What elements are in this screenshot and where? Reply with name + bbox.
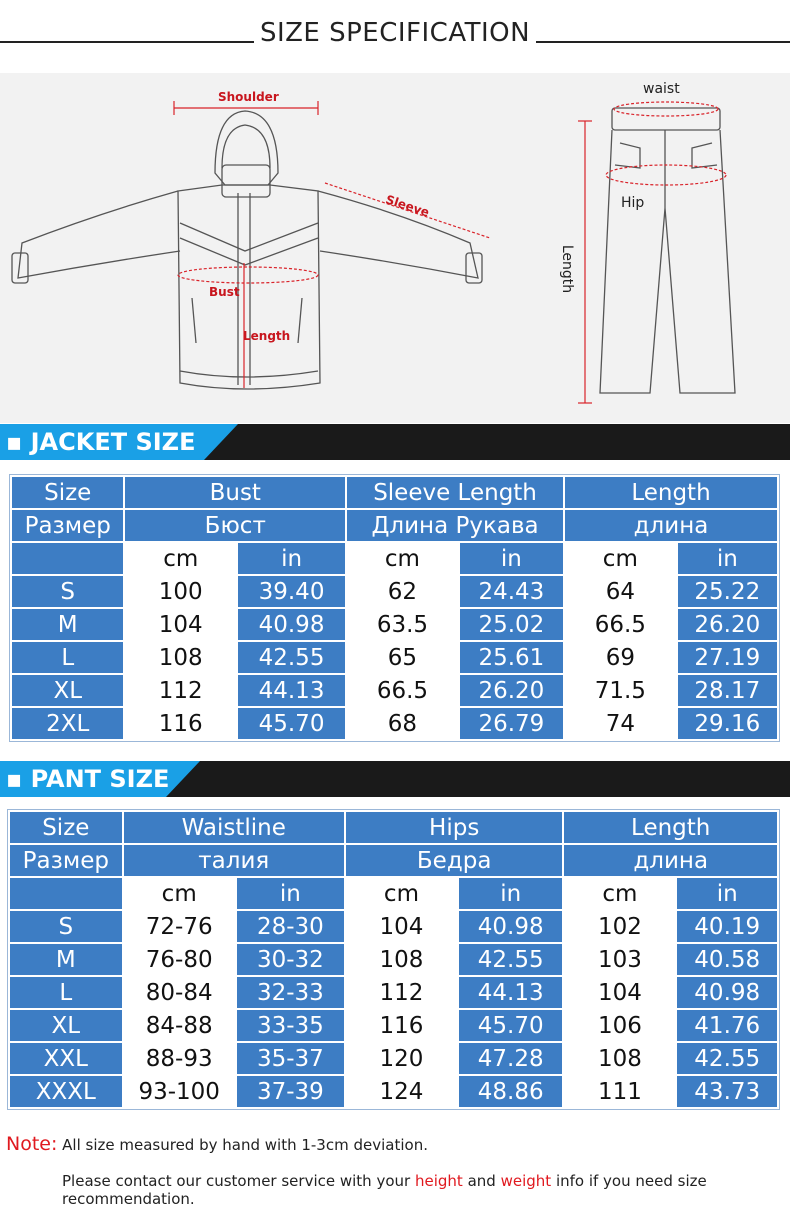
pant-row xyxy=(10,911,777,942)
jacket-value-cell: 100 xyxy=(125,576,236,607)
jacket-row xyxy=(12,642,777,673)
hip-label: Hip xyxy=(621,195,645,211)
pant-unit-cm: cm xyxy=(124,878,235,909)
pant-header-row-en xyxy=(10,812,777,843)
jacket-value-cell: 26.79 xyxy=(460,708,563,739)
jacket-value-cell: 63.5 xyxy=(347,609,458,640)
jacket-row xyxy=(12,675,777,706)
jacket-col-size-ru: Размер xyxy=(12,510,123,541)
note-label: Note: xyxy=(6,1133,58,1155)
pant-size-cell: M xyxy=(10,944,122,975)
jacket-value-cell: 28.17 xyxy=(678,675,777,706)
jacket-value-cell: 25.02 xyxy=(460,609,563,640)
jacket-value-cell: 27.19 xyxy=(678,642,777,673)
pant-row xyxy=(10,1076,777,1107)
pant-unit-row xyxy=(10,878,777,909)
pant-value-cell: 106 xyxy=(564,1010,675,1041)
pant-col-waist-ru: талия xyxy=(124,845,344,876)
jacket-col-length-ru: длина xyxy=(565,510,777,541)
jacket-size-cell: 2XL xyxy=(12,708,123,739)
pant-value-cell: 40.58 xyxy=(677,944,777,975)
pant-measure-lines xyxy=(578,102,726,403)
bust-label: Bust xyxy=(209,285,240,299)
jacket-value-cell: 68 xyxy=(347,708,458,739)
pant-value-cell: 42.55 xyxy=(459,944,562,975)
jacket-row xyxy=(12,609,777,640)
jacket-value-cell: 74 xyxy=(565,708,676,739)
jacket-unit-cm: cm xyxy=(347,543,458,574)
jacket-value-cell: 40.98 xyxy=(238,609,345,640)
jacket-value-cell: 26.20 xyxy=(678,609,777,640)
pant-value-cell: 33-35 xyxy=(237,1010,344,1041)
sleeve-label: Sleeve xyxy=(383,192,432,220)
pant-unit-in: in xyxy=(677,878,777,909)
pant-row xyxy=(10,1010,777,1041)
note-recommend-text: info if you need size recommendation. xyxy=(62,1172,707,1208)
pant-size-cell: S xyxy=(10,911,122,942)
jacket-value-cell: 104 xyxy=(125,609,236,640)
page-title xyxy=(0,18,790,48)
pant-value-cell: 45.70 xyxy=(459,1010,562,1041)
pant-value-cell: 103 xyxy=(564,944,675,975)
pant-value-cell: 44.13 xyxy=(459,977,562,1008)
pant-size-cell: L xyxy=(10,977,122,1008)
jacket-unit-cm: cm xyxy=(565,543,676,574)
pant-size-cell: XL xyxy=(10,1010,122,1041)
pant-col-size-ru: Размер xyxy=(10,845,122,876)
pant-value-cell: 80-84 xyxy=(124,977,235,1008)
garment-illustration xyxy=(0,73,790,423)
pant-value-cell: 40.98 xyxy=(459,911,562,942)
pant-size-cell: XXL xyxy=(10,1043,122,1074)
jacket-unit-cm: cm xyxy=(125,543,236,574)
pant-value-cell: 35-37 xyxy=(237,1043,344,1074)
shoulder-label: Shoulder xyxy=(218,90,279,104)
jacket-header-row-ru xyxy=(12,510,777,541)
pant-row xyxy=(10,977,777,1008)
jacket-value-cell: 25.61 xyxy=(460,642,563,673)
jacket-value-cell: 116 xyxy=(125,708,236,739)
pant-value-cell: 124 xyxy=(346,1076,457,1107)
jacket-row xyxy=(12,576,777,607)
jacket-measure-lines xyxy=(174,101,490,388)
waist-label: waist xyxy=(643,81,680,97)
note-line-2 xyxy=(62,1172,790,1208)
jacket-value-cell: 62 xyxy=(347,576,458,607)
jacket-col-bust: Bust xyxy=(125,477,345,508)
pant-col-hips: Hips xyxy=(346,812,562,843)
pant-header-row-ru xyxy=(10,845,777,876)
jacket-value-cell: 42.55 xyxy=(238,642,345,673)
pant-unit-in: in xyxy=(237,878,344,909)
pant-col-length-ru: длина xyxy=(564,845,777,876)
page-title-text: SIZE SPECIFICATION xyxy=(254,18,536,48)
pant-value-cell: 32-33 xyxy=(237,977,344,1008)
pant-row xyxy=(10,944,777,975)
note-weight-word: weight xyxy=(500,1172,552,1190)
jacket-value-cell: 29.16 xyxy=(678,708,777,739)
jacket-size-cell: M xyxy=(12,609,123,640)
pant-value-cell: 30-32 xyxy=(237,944,344,975)
pant-value-cell: 40.98 xyxy=(677,977,777,1008)
pant-value-cell: 93-100 xyxy=(124,1076,235,1107)
jacket-value-cell: 64 xyxy=(565,576,676,607)
pant-value-cell: 84-88 xyxy=(124,1010,235,1041)
pant-value-cell: 42.55 xyxy=(677,1043,777,1074)
jacket-length-label: Length xyxy=(243,329,291,343)
pant-value-cell: 37-39 xyxy=(237,1076,344,1107)
pant-value-cell: 72-76 xyxy=(124,911,235,942)
pant-drawing xyxy=(600,108,735,393)
jacket-banner-title: ▪ JACKET SIZE xyxy=(6,428,196,456)
jacket-size-cell: XL xyxy=(12,675,123,706)
jacket-size-cell: L xyxy=(12,642,123,673)
note-deviation-text: All size measured by hand with 1-3cm deviation. xyxy=(62,1136,428,1154)
pant-col-size: Size xyxy=(10,812,122,843)
jacket-size-table xyxy=(9,474,780,742)
pant-size-cell: XXXL xyxy=(10,1076,122,1107)
pant-value-cell: 43.73 xyxy=(677,1076,777,1107)
jacket-value-cell: 39.40 xyxy=(238,576,345,607)
jacket-col-bust-ru: Бюст xyxy=(125,510,345,541)
pant-value-cell: 108 xyxy=(346,944,457,975)
pant-value-cell: 102 xyxy=(564,911,675,942)
note-and-word: and xyxy=(467,1172,496,1190)
pant-value-cell: 47.28 xyxy=(459,1043,562,1074)
pant-value-cell: 104 xyxy=(346,911,457,942)
jacket-value-cell: 66.5 xyxy=(565,609,676,640)
jacket-col-sleeve: Sleeve Length xyxy=(347,477,563,508)
pant-rows xyxy=(10,911,777,1107)
pant-size-banner xyxy=(0,761,790,797)
jacket-value-cell: 25.22 xyxy=(678,576,777,607)
pant-value-cell: 116 xyxy=(346,1010,457,1041)
note-height-word: height xyxy=(414,1172,463,1190)
size-diagram xyxy=(0,73,790,423)
jacket-col-sleeve-ru: Длина Рукава xyxy=(347,510,563,541)
pant-col-length: Length xyxy=(564,812,777,843)
jacket-value-cell: 66.5 xyxy=(347,675,458,706)
jacket-unit-in: in xyxy=(238,543,345,574)
note-line-1 xyxy=(6,1133,428,1155)
jacket-size-cell: S xyxy=(12,576,123,607)
jacket-value-cell: 112 xyxy=(125,675,236,706)
pant-value-cell: 111 xyxy=(564,1076,675,1107)
pant-unit-cm: cm xyxy=(564,878,675,909)
pant-col-hips-ru: Бедра xyxy=(346,845,562,876)
pant-unit-in: in xyxy=(459,878,562,909)
pant-value-cell: 28-30 xyxy=(237,911,344,942)
jacket-drawing xyxy=(12,111,482,389)
pant-value-cell: 88-93 xyxy=(124,1043,235,1074)
jacket-unit-in: in xyxy=(678,543,777,574)
jacket-value-cell: 71.5 xyxy=(565,675,676,706)
jacket-size-banner xyxy=(0,424,790,460)
jacket-value-cell: 65 xyxy=(347,642,458,673)
jacket-row xyxy=(12,708,777,739)
jacket-value-cell: 69 xyxy=(565,642,676,673)
jacket-unit-row xyxy=(12,543,777,574)
pant-banner-title: ▪ PANT SIZE xyxy=(6,765,170,793)
jacket-value-cell: 26.20 xyxy=(460,675,563,706)
pant-value-cell: 104 xyxy=(564,977,675,1008)
pant-unit-cm: cm xyxy=(346,878,457,909)
jacket-col-size: Size xyxy=(12,477,123,508)
jacket-value-cell: 108 xyxy=(125,642,236,673)
pant-col-waist: Waistline xyxy=(124,812,344,843)
pant-size-table xyxy=(7,809,780,1110)
pant-value-cell: 40.19 xyxy=(677,911,777,942)
pant-value-cell: 108 xyxy=(564,1043,675,1074)
note-contact-text: Please contact our customer service with your xyxy=(62,1172,411,1190)
pant-value-cell: 41.76 xyxy=(677,1010,777,1041)
pant-value-cell: 76-80 xyxy=(124,944,235,975)
jacket-value-cell: 24.43 xyxy=(460,576,563,607)
pant-value-cell: 48.86 xyxy=(459,1076,562,1107)
jacket-unit-blank xyxy=(12,543,123,574)
pant-row xyxy=(10,1043,777,1074)
jacket-unit-in: in xyxy=(460,543,563,574)
pant-value-cell: 120 xyxy=(346,1043,457,1074)
pant-value-cell: 112 xyxy=(346,977,457,1008)
jacket-col-length: Length xyxy=(565,477,777,508)
jacket-rows xyxy=(12,576,777,739)
jacket-value-cell: 45.70 xyxy=(238,708,345,739)
pant-length-label: Length xyxy=(559,244,576,294)
jacket-header-row-en xyxy=(12,477,777,508)
pant-unit-blank xyxy=(10,878,122,909)
jacket-value-cell: 44.13 xyxy=(238,675,345,706)
